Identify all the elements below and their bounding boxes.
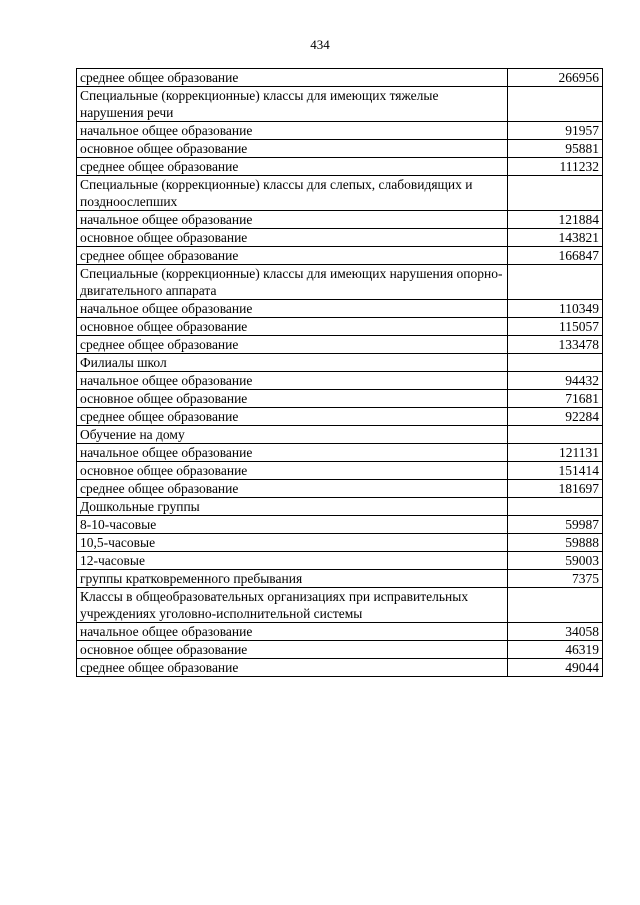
table-row bbox=[77, 552, 603, 570]
row-value: 34058 bbox=[508, 623, 603, 641]
table-row bbox=[77, 534, 603, 552]
row-label: Классы в общеобразовательных организациях при исправительных учреждениях уголовно-исполнительной системы bbox=[77, 588, 508, 623]
row-label: Дошкольные группы bbox=[77, 498, 508, 516]
row-value bbox=[508, 87, 603, 122]
row-label: среднее общее образование bbox=[77, 659, 508, 677]
row-value: 7375 bbox=[508, 570, 603, 588]
row-value: 143821 bbox=[508, 229, 603, 247]
row-value: 111232 bbox=[508, 158, 603, 176]
row-label: основное общее образование bbox=[77, 390, 508, 408]
table-row bbox=[77, 588, 603, 623]
row-value: 110349 bbox=[508, 300, 603, 318]
row-value: 59003 bbox=[508, 552, 603, 570]
table-row bbox=[77, 444, 603, 462]
row-value: 266956 bbox=[508, 69, 603, 87]
row-value: 151414 bbox=[508, 462, 603, 480]
table-row bbox=[77, 498, 603, 516]
row-label: начальное общее образование bbox=[77, 122, 508, 140]
row-label: 8-10-часовые bbox=[77, 516, 508, 534]
row-label: среднее общее образование bbox=[77, 158, 508, 176]
row-value: 181697 bbox=[508, 480, 603, 498]
row-value: 166847 bbox=[508, 247, 603, 265]
table-row bbox=[77, 641, 603, 659]
table-row bbox=[77, 516, 603, 534]
table-row bbox=[77, 570, 603, 588]
table-row bbox=[77, 265, 603, 300]
table-row bbox=[77, 229, 603, 247]
table-row bbox=[77, 87, 603, 122]
row-value: 133478 bbox=[508, 336, 603, 354]
row-value bbox=[508, 176, 603, 211]
row-label: основное общее образование bbox=[77, 641, 508, 659]
row-value: 59987 bbox=[508, 516, 603, 534]
table-row bbox=[77, 426, 603, 444]
table-row bbox=[77, 300, 603, 318]
table-row bbox=[77, 211, 603, 229]
row-label: основное общее образование bbox=[77, 318, 508, 336]
row-value bbox=[508, 498, 603, 516]
row-value: 94432 bbox=[508, 372, 603, 390]
row-label: основное общее образование bbox=[77, 229, 508, 247]
row-label: начальное общее образование bbox=[77, 211, 508, 229]
table-row bbox=[77, 176, 603, 211]
table-row bbox=[77, 408, 603, 426]
row-label: начальное общее образование bbox=[77, 372, 508, 390]
table-row bbox=[77, 158, 603, 176]
row-value: 71681 bbox=[508, 390, 603, 408]
row-value: 95881 bbox=[508, 140, 603, 158]
row-value bbox=[508, 265, 603, 300]
row-label: группы кратковременного пребывания bbox=[77, 570, 508, 588]
row-label: Специальные (коррекционные) классы для имеющих нарушения опорно-двигательного аппарата bbox=[77, 265, 508, 300]
row-value: 121884 bbox=[508, 211, 603, 229]
row-label: 10,5-часовые bbox=[77, 534, 508, 552]
row-label: начальное общее образование bbox=[77, 623, 508, 641]
table-row bbox=[77, 390, 603, 408]
row-label: начальное общее образование bbox=[77, 444, 508, 462]
table-row bbox=[77, 140, 603, 158]
row-label: среднее общее образование bbox=[77, 336, 508, 354]
table-row bbox=[77, 69, 603, 87]
row-value: 49044 bbox=[508, 659, 603, 677]
table-row bbox=[77, 480, 603, 498]
row-value: 92284 bbox=[508, 408, 603, 426]
table-row bbox=[77, 659, 603, 677]
table-row bbox=[77, 336, 603, 354]
row-label: среднее общее образование bbox=[77, 480, 508, 498]
row-label: среднее общее образование bbox=[77, 247, 508, 265]
data-table bbox=[76, 68, 603, 677]
row-value bbox=[508, 588, 603, 623]
row-label: начальное общее образование bbox=[77, 300, 508, 318]
row-label: Специальные (коррекционные) классы для слепых, слабовидящих и поздноослепших bbox=[77, 176, 508, 211]
table-row bbox=[77, 462, 603, 480]
row-value: 91957 bbox=[508, 122, 603, 140]
row-value bbox=[508, 426, 603, 444]
row-value bbox=[508, 354, 603, 372]
row-value: 46319 bbox=[508, 641, 603, 659]
row-label: среднее общее образование bbox=[77, 408, 508, 426]
table-row bbox=[77, 247, 603, 265]
page-number: 434 bbox=[310, 37, 330, 52]
row-label: основное общее образование bbox=[77, 140, 508, 158]
table-row bbox=[77, 318, 603, 336]
row-label: Специальные (коррекционные) классы для имеющих тяжелые нарушения речи bbox=[77, 87, 508, 122]
row-label: Обучение на дому bbox=[77, 426, 508, 444]
table-row bbox=[77, 354, 603, 372]
row-label: 12-часовые bbox=[77, 552, 508, 570]
table-row bbox=[77, 372, 603, 390]
row-value: 59888 bbox=[508, 534, 603, 552]
row-value: 121131 bbox=[508, 444, 603, 462]
row-label: основное общее образование bbox=[77, 462, 508, 480]
table-row bbox=[77, 122, 603, 140]
row-value: 115057 bbox=[508, 318, 603, 336]
table-row bbox=[77, 623, 603, 641]
row-label: Филиалы школ bbox=[77, 354, 508, 372]
row-label: среднее общее образование bbox=[77, 69, 508, 87]
